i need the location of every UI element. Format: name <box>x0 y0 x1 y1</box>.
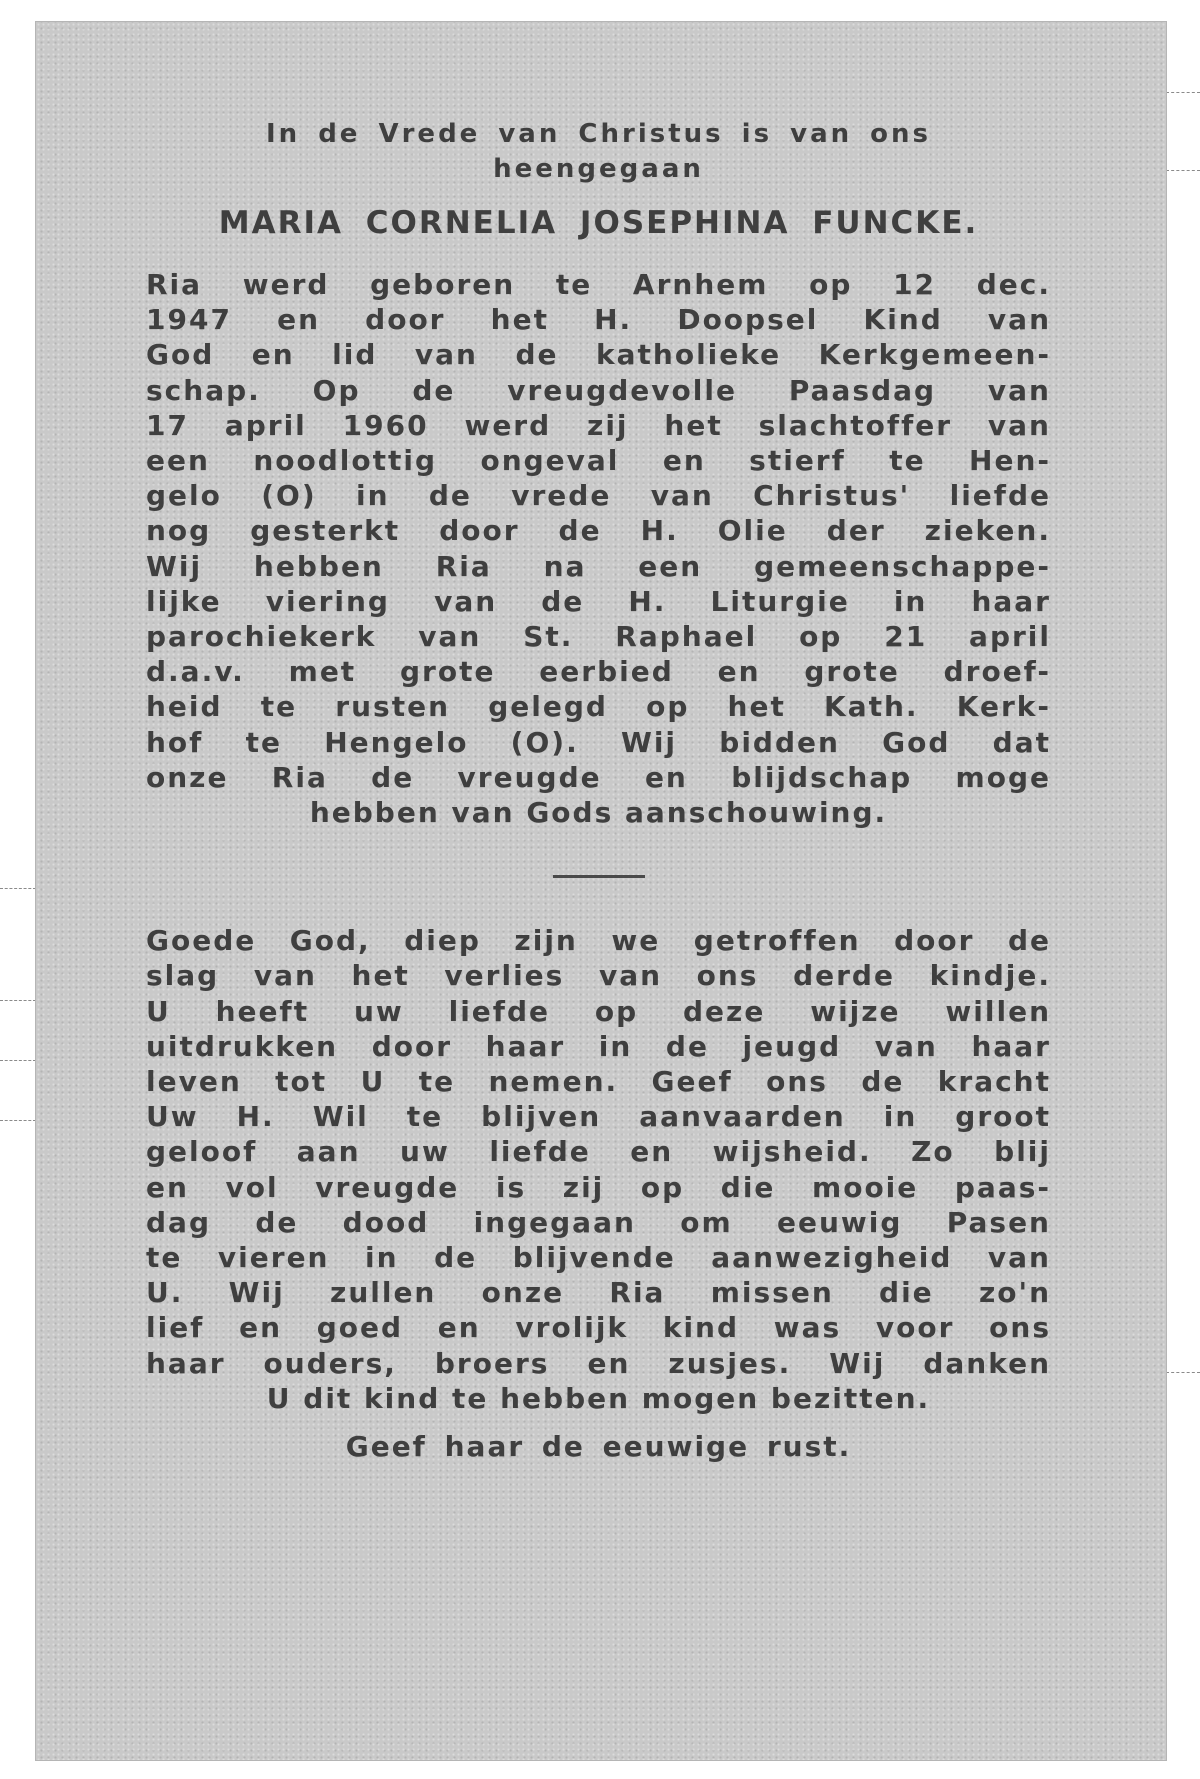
biography-line: lijke viering van de H. Liturgie in haar <box>146 584 1051 618</box>
card-content <box>146 117 1051 1463</box>
intro-line-2: heengegaan <box>493 154 704 184</box>
memorial-card <box>36 22 1166 1760</box>
prayer-line: geloof aan uw liefde en wijsheid. Zo blij <box>146 1135 1051 1169</box>
biography-line: heid te rusten gelegd op het Kath. Kerk- <box>146 690 1051 724</box>
prayer-line: U dit kind te hebben mogen bezitten. <box>266 1381 931 1415</box>
prayer-line: Goede God, diep zijn we getroffen door de <box>146 924 1051 958</box>
prayer-line: leven tot U te nemen. Geef ons de kracht <box>146 1065 1051 1099</box>
biography-line: d.a.v. met grote eerbied en grote droef- <box>146 655 1051 689</box>
biography-line: 1947 en door het H. Doopsel Kind van <box>146 303 1051 337</box>
prayer-line: uitdrukken door haar in de jeugd van haar <box>146 1029 1051 1063</box>
biography-line: hof te Hengelo (O). Wij bidden God dat <box>146 725 1051 759</box>
biography-line: een noodlottig ongeval en stierf te Hen- <box>146 444 1051 478</box>
biography-line: Wij hebben Ria na een gemeenschappe- <box>146 549 1051 583</box>
scan-guide-line <box>0 1060 36 1061</box>
scan-guide-line <box>1166 1372 1200 1373</box>
prayer-paragraph <box>146 923 1051 1416</box>
intro-line-1: In de Vrede van Christus is van ons <box>265 119 932 149</box>
section-divider <box>553 875 645 878</box>
biography-line: parochiekerk van St. Raphael op 21 april <box>146 620 1051 654</box>
prayer-line: slag van het verlies van ons derde kindje. <box>146 959 1051 993</box>
biography-line: God en lid van de katholieke Kerkgemeen- <box>146 338 1051 372</box>
biography-line: gelo (O) in de vrede van Christus' liefde <box>146 479 1051 513</box>
prayer-line: lief en goed en vrolijk kind was voor ons <box>146 1311 1051 1345</box>
deceased-name: MARIA CORNELIA JOSEPHINA FUNCKE. <box>218 205 979 241</box>
prayer-line: te vieren in de blijvende aanwezigheid van <box>146 1241 1051 1275</box>
closing-line: Geef haar de eeuwige rust. <box>345 1430 852 1464</box>
scan-guide-line <box>0 1120 36 1121</box>
prayer-line: dag de dood ingegaan om eeuwig Pasen <box>146 1205 1051 1239</box>
biography-line: nog gesterkt door de H. Olie der zieken. <box>146 514 1051 548</box>
prayer-line: Uw H. Wil te blijven aanvaarden in groot <box>146 1100 1051 1134</box>
biography-line: schap. Op de vreugdevolle Paasdag van <box>146 373 1051 407</box>
biography-line: onze Ria de vreugde en blijdschap moge <box>146 760 1051 794</box>
scan-guide-line <box>1166 92 1200 93</box>
scan-guide-line <box>1166 170 1200 171</box>
prayer-line: haar ouders, broers en zusjes. Wij danken <box>146 1346 1051 1380</box>
scan-guide-line <box>0 888 36 889</box>
prayer-line: U heeft uw liefde op deze wijze willen <box>146 994 1051 1028</box>
scan-guide-line <box>0 1000 36 1001</box>
biography-line: Ria werd geboren te Arnhem op 12 dec. <box>146 268 1051 301</box>
prayer-line: en vol vreugde is zij op die mooie paas- <box>146 1170 1051 1204</box>
biography-line: hebben van Gods aanschouwing. <box>309 796 888 830</box>
biography-line: 17 april 1960 werd zij het slachtoffer van <box>146 408 1051 442</box>
biography-paragraph <box>146 267 1051 830</box>
intro-text <box>146 117 1051 187</box>
prayer-line: U. Wij zullen onze Ria missen die zo'n <box>146 1276 1051 1310</box>
